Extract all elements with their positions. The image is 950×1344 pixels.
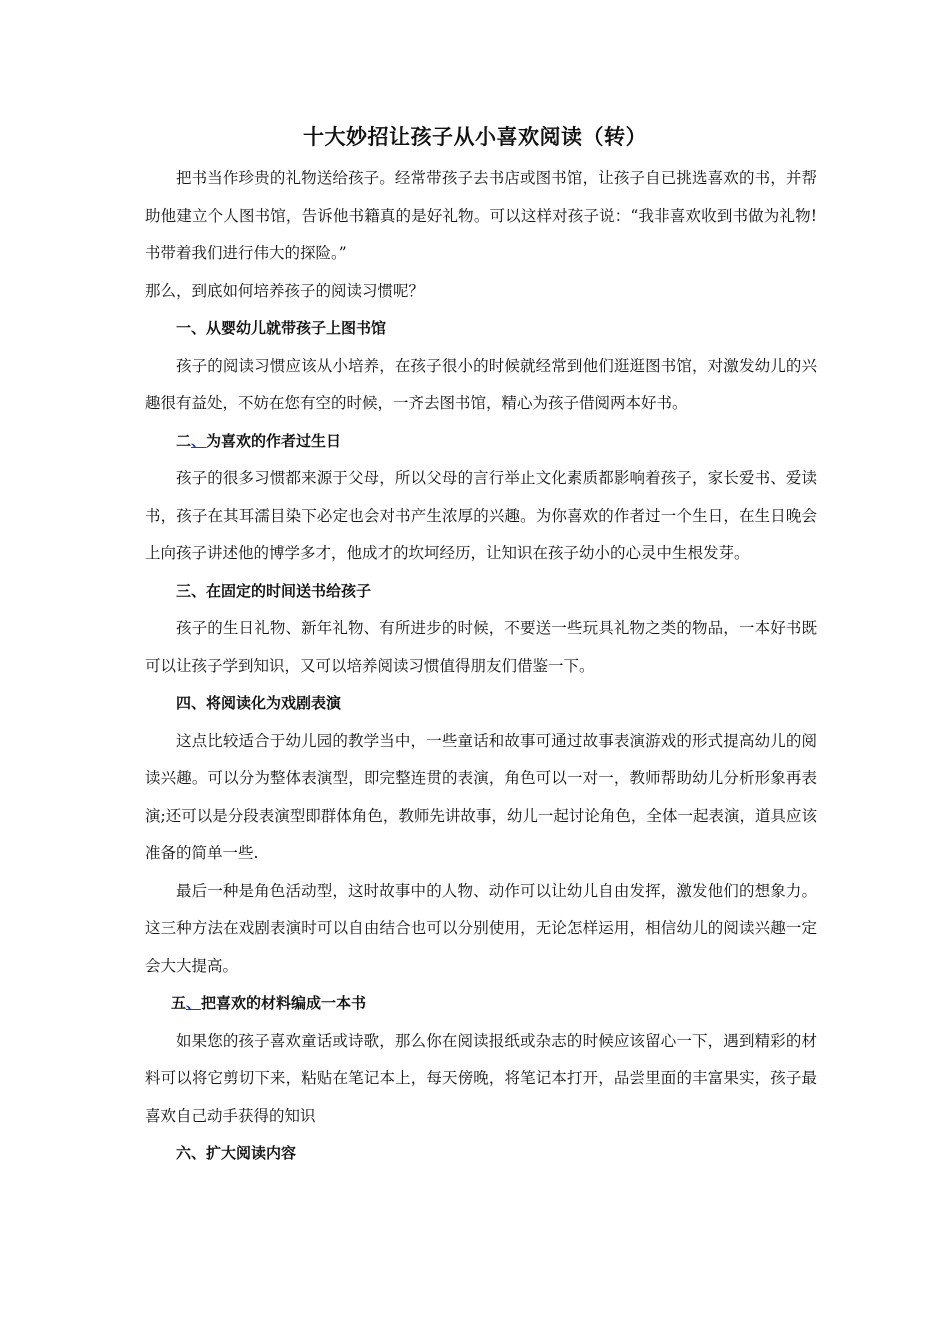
section-heading-4: 四、将阅读化为戏剧表演 (176, 694, 342, 712)
section-heading-1: 一、从婴幼儿就带孩子上图书馆 (176, 319, 387, 337)
section-heading-2-number: 二 (176, 431, 192, 450)
section-heading-2-text: 为喜欢的作者过生日 (206, 431, 342, 450)
section-heading-5 (145, 985, 817, 1023)
section-heading-5-text: 把喜欢的材料编成一本书 (201, 994, 367, 1012)
intro-paragraph-2: 那么，到底如何培养孩子的阅读习惯呢？ (145, 281, 425, 300)
section-5-paragraph-1: 如果您的孩子喜欢童话或诗歌，那么你在阅读报纸或杂志的时候应该留心一下，遇到精彩的材料可以将它剪切下来，粘贴在笔记本上，每天傍晚，将笔记本打开，品尝里面的丰富果实，孩子最喜欢自己动手获得的知识 (145, 1031, 817, 1125)
section-heading-6: 六、扩大阅读内容 (176, 1144, 297, 1162)
document-title: 十大妙招让孩子从小喜欢阅读（转） (303, 125, 647, 149)
section-1-paragraph-1: 孩子的阅读习惯应该从小培养，在孩子很小的时候就经常到他们逛逛图书馆，对激发幼儿的兴趣很有益处，不妨在您有空的时候，一齐去图书馆，精心为孩子借阅两本好书。 (145, 356, 817, 412)
section-heading-2-separator-link[interactable]: 、 (191, 431, 207, 450)
section-heading-3: 三、在固定的时间送书给孩子 (176, 581, 372, 600)
intro-paragraph-1: 把书当作珍贵的礼物送给孩子。经常带孩子去书店或图书馆，让孩子自已挑选喜欢的书，并帮助他建立个人图书馆，告诉他书籍真的是好礼物。可以这样对孩子说：“我非喜欢收到书做为礼物!书带着我们进行伟大的探险。” (145, 169, 817, 262)
section-heading-5-number: 五 (171, 994, 187, 1012)
section-4-paragraph-1: 这点比较适合于幼儿园的教学当中，一些童话和故事可通过故事表演游戏的形式提高幼儿的阅读兴趣。可以分为整体表演型，即完整连贯的表演，角色可以一对一，教师帮助幼儿分析形象再表演;还可以是分段表演型即群体角色，教师先讲故事，幼儿一起讨论角色，全体一起表演，道具应该准备的简单一些. (145, 731, 817, 862)
section-4-paragraph-2: 最后一种是角色活动型，这时故事中的人物、动作可以让幼儿自由发挥，激发他们的想象力。这三种方法在戏剧表演时可以自由结合也可以分别使用，无论怎样运用，相信幼儿的阅读兴趣一定会大大提高。 (145, 881, 817, 975)
section-heading-5-separator-link[interactable]: 、 (186, 994, 202, 1012)
document-body (145, 160, 817, 1173)
section-2-paragraph-1: 孩子的很多习惯都来源于父母，所以父母的言行举止文化素质都影响着孩子，家长爱书、爱读书，孩子在其耳濡目染下必定也会对书产生浓厚的兴趣。为你喜欢的作者过一个生日，在生日晚会上向孩子讲述他的博学多才，他成才的坎坷经历，让知识在孩子幼小的心灵中生根发芽。 (145, 469, 817, 562)
section-3-paragraph-1: 孩子的生日礼物、新年礼物、有所进步的时候，不要送一些玩具礼物之类的物品，一本好书既可以让孩子学到知识，又可以培养阅读习惯值得朋友们借鉴一下。 (145, 619, 817, 675)
section-heading-2 (145, 423, 817, 461)
